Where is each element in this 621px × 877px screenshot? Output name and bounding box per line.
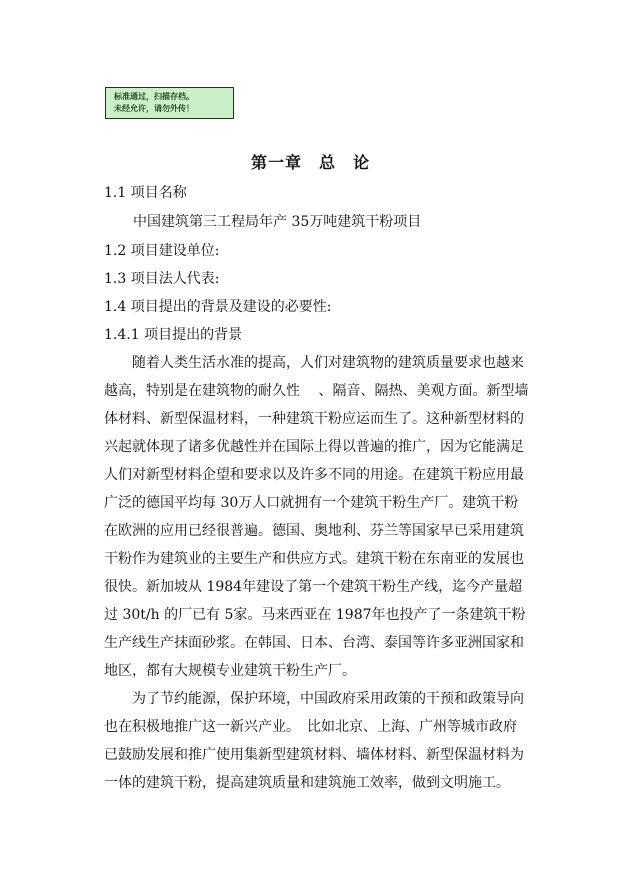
paragraph-line: 生产线生产抹面砂浆。在韩国、日本、台湾、泰国等许多亚洲国家和: [104, 635, 524, 651]
paragraph-line: 人们对新型材料企望和要求以及许多不同的用途。在建筑干粉应用最: [104, 467, 524, 483]
confidentiality-stamp: [105, 87, 234, 119]
section-heading-1-4: 1.4 项目提出的背景及建设的必要性:: [104, 299, 332, 315]
paragraph-line: 兴起就体现了诸多优越性并在国际上得以普遍的推广，因为它能满足: [104, 439, 524, 455]
paragraph-line: 也在积极地推广这一新兴产业。 比如北京、上海、广州等城市政府: [104, 719, 517, 735]
chapter-title: 第一章 总 论: [250, 153, 370, 172]
paragraph-line: 已鼓励发展和推广使用集新型建筑材料、墙体材料、新型保温材料为: [104, 747, 524, 763]
paragraph-line: 随着人类生活水准的提高，人们对建筑物的建筑质量要求也越来: [104, 355, 524, 371]
section-heading-1-2: 1.2 项目建设单位:: [104, 243, 220, 259]
paragraph-line: 广泛的德国平均每 30万人口就拥有一个建筑干粉生产厂。建筑干粉: [104, 495, 519, 511]
paragraph-line: 为了节约能源，保护环境，中国政府采用政策的干预和政策导向: [104, 691, 524, 707]
paragraph-line: 体材料、新型保温材料，一种建筑干粉应运而生了。这种新型材料的: [104, 411, 524, 427]
paragraph-line: 地区，都有大规模专业建筑干粉生产厂。: [104, 663, 356, 679]
paragraph-line: 干粉作为建筑业的主要生产和供应方式。建筑干粉在东南亚的发展也: [104, 551, 524, 567]
project-name: 中国建筑第三工程局年产 35万吨建筑干粉项目: [133, 214, 422, 230]
section-heading-1-3: 1.3 项目法人代表:: [104, 271, 220, 287]
section-heading-1-4-1: 1.4.1 项目提出的背景: [104, 327, 243, 343]
paragraph-line: 很快。新加坡从 1984年建设了第一个建筑干粉生产线，迄今产量超: [104, 579, 523, 595]
stamp-line-2: 未经允许，请勿外传！: [114, 104, 194, 113]
paragraph-line: 一体的建筑干粉，提高建筑质量和建筑施工效率，做到文明施工。: [104, 775, 510, 791]
paragraph-line: 过 30t/h 的厂已有 5家。马来西亚在 1987年也投产了一条建筑干粉: [104, 607, 526, 623]
paragraph-line: 越高，特别是在建筑物的耐久性 、隔音、隔热、美观方面。新型墙: [104, 383, 529, 399]
stamp-line-1: 标准通过，扫描存档。: [114, 92, 194, 101]
section-heading-1-1: 1.1 项目名称: [104, 185, 187, 201]
paragraph-line: 在欧洲的应用已经很普遍。德国、奥地利、芬兰等国家早已采用建筑: [104, 523, 524, 539]
